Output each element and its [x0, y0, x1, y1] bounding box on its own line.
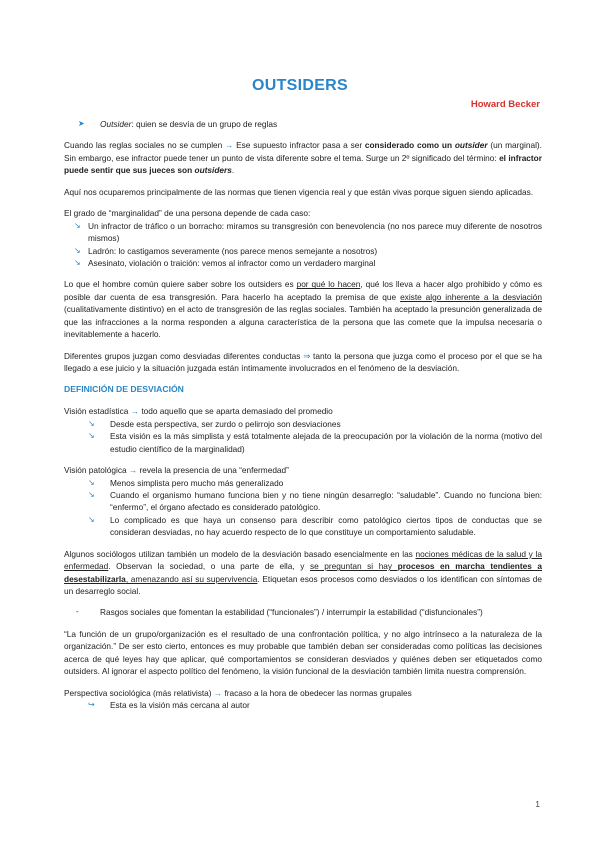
paragraph-3-lead: El grado de “marginalidad” de una persona depende de cada caso: [64, 208, 311, 219]
paragraph-1: Cuando las reglas sociales no se cumplen → Ese supuesto infractor pasa a ser considerado como un outsider (un marginal). Sin embargo, ese infractor puede tener un punto de vista diferente sobre el tema. Surge un 2º significado del término: el infractor puede sentir que sus jueces son outsiders. [64, 140, 542, 176]
arrow-bullet-icon: ↘ [88, 514, 95, 524]
list-item: ↘ Desde esta perspectiva, ser zurdo o pelirrojo son desviaciones [88, 418, 341, 429]
arrow-bullet-icon: ↘ [74, 245, 81, 255]
list-item: ↘ Un infractor de tráfico o un borracho: miramos su transgresión con benevolencia (no nos parece muy diferente de nosotros mismos) [64, 220, 542, 245]
list-item: ↘ Menos simplista pero mucho más generalizado [88, 477, 284, 488]
list-item: ↘ Asesinato, violación o traición: vemos al infractor como un verdadero marginal [64, 257, 542, 269]
arrow-icon: → [225, 140, 234, 151]
arrow-bullet-icon: ↘ [88, 477, 95, 487]
arrowhead-bullet-icon: ➤ [78, 119, 85, 128]
list-item: ↘ Esta visión es la más simplista y está totalmente alejada de la preocupación por la violación de la norma (motivo del estudio científico de la marginalidad) [88, 431, 542, 454]
dash-bullet: - [76, 607, 79, 617]
list-item: ↪ Esta es la visión más cercana al autor [88, 700, 250, 711]
paragraph-5: Diferentes grupos juzgan como desviadas diferentes conductas ⇒ tanto la persona que juzga como el proceso por el que se ha llegado a ese juicio y la situación juzgada están íntimamente involucrados en el fenómeno de la desviación. [64, 350, 542, 373]
arrow-bullet-icon: ↘ [74, 257, 81, 267]
paragraph-6: Algunos sociólogos utilizan también un modelo de la desviación basado esencialmente en las nociones médicas de la salud y la enfermedad. Observan la sociedad, o una parte de ella, y se preguntan si hay procesos en marcha tendientes a desestabilizarla, amenazando así su supervivencia. Etiquetan esos procesos como desviados o los identifican con síntomas de un desarreglo social. [64, 548, 542, 597]
document-body [64, 118, 542, 712]
list-item: ↘ Cuando el organismo humano funciona bien y no tiene ningún desarreglo: “saludable”. Cuando no funciona bien: “enfermo”, el órgano afectado es considerado patológico. [88, 489, 542, 513]
intro-bullet [64, 118, 542, 130]
page-title: OUTSIDERS [251, 77, 349, 94]
list-item: ↘ Lo complicado es que haya un consenso para describir como patológico ciertos tipos de conductas que se consideran desviadas, no hay acuerdo respecto de lo que constituye un comportamiento saludable. [88, 514, 542, 538]
paragraph-7: “La función de un grupo/organización es el resultado de una confrontación política, y no algo intrínseco a la naturaleza de la organización.” De ser esto cierto, entonces es muy probable que también deban ser consideradas como políticas las decisiones acerca de qué leyes hay que aplicar, qué comportamientos se consideran desviados y quiénes deben ser etiquetados como outsiders. Al ignorar el aspecto político del fenómeno, la visión funcional de la desviación también limita nuestra comprensión. [64, 628, 542, 677]
perspectiva-sociologica: Perspectiva sociológica (más relativista) → fracaso a la hora de obedecer las normas grupales [64, 687, 412, 698]
arrow-icon: → [128, 465, 138, 476]
arrow-bullet-icon: ↘ [88, 489, 95, 499]
outsider-term: Outsider [100, 119, 132, 129]
paragraph-4: Lo que el hombre común quiere saber sobre los outsiders es por qué lo hacen, qué los lleva a hacer algo prohibido y cómo es posible dar cuenta de esa transgresión. Para hacerlo ha aceptado la premisa de que existe algo inherente a la desviación (cualitativamente distintivo) en el acto de transgresión de las reglas sociales. También ha aceptado la presunción generalizada de que las infracciones a la norma responden a alguna característica de la persona que las comete que la impulsa necesaria o inevitablemente a hacerlo. [64, 279, 542, 340]
dash-list-item: - Rasgos sociales que fomentan la estabilidad (“funcionales”) / interrumpir la estabilidad (“disfuncionales”) [76, 607, 483, 618]
arrow-icon: → [213, 687, 223, 698]
double-arrow-icon: ⇒ [303, 350, 311, 361]
author-name: Howard Becker [470, 99, 540, 110]
arrow-bullet-icon: ↘ [88, 418, 95, 428]
arrow-bullet-icon: ↘ [74, 220, 81, 230]
vision-patologica: Visión patológica → revela la presencia de una “enfermedad” [64, 465, 289, 476]
paragraph-2: Aquí nos ocuparemos principalmente de las normas que tienen vigencia real y que están vivas porque siguen siendo aplicadas. [64, 186, 534, 197]
arrow-icon: → [130, 406, 140, 417]
page-number: 1 [535, 799, 540, 809]
vision-estadistica: Visión estadística → todo aquello que se aparta demasiado del promedio [64, 406, 333, 417]
section-heading-definicion: DEFINICIÓN DE DESVIACIÓN [64, 384, 184, 395]
arrow-bullet-icon: ↘ [88, 431, 95, 441]
list-item: ↘ Ladrón: lo castigamos severamente (nos parece menos semejante a nosotros) [64, 245, 542, 257]
outsider-definition: : quien se desvía de un grupo de reglas [131, 119, 278, 129]
hook-arrow-bullet-icon: ↪ [88, 700, 95, 710]
